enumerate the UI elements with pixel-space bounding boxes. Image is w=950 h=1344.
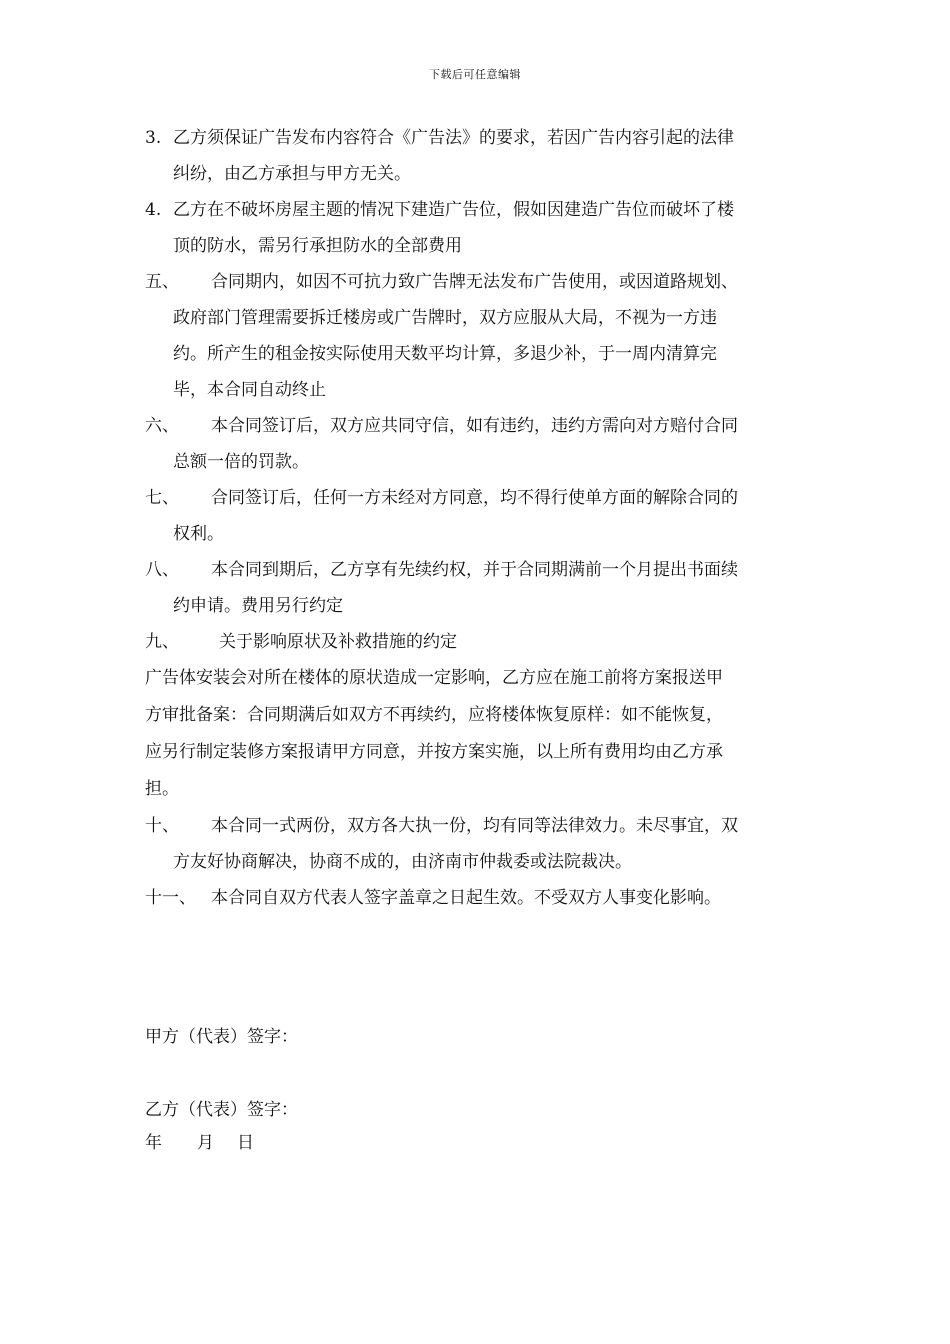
clause-text: 本合同自双方代表人签字盖章之日起生效。不受双方人事变化影响。	[211, 888, 721, 908]
clause-text-cont: 约申请。费用另行约定	[173, 596, 343, 616]
clause-text-cont: 政府部门管理需要拆迁楼房或广告牌时，双方应服从大局，不视为一方违	[173, 308, 717, 328]
clause-text: 本合同到期后，乙方享有先续约权，并于合同期满前一个月提出书面续	[211, 560, 738, 580]
clause-seven	[145, 480, 810, 552]
clause-ten	[145, 808, 810, 880]
clause-number: 八、	[145, 560, 179, 580]
page-header: 下载后可任意编辑	[429, 68, 521, 81]
party-b-signature-label: 乙方（代表）签字：	[145, 1100, 298, 1120]
clause-eight	[145, 552, 810, 624]
paragraph-line: 方审批备案：合同期满后如双方不再续约，应将楼体恢复原样：如不能恢复，	[145, 705, 723, 725]
clause-3	[145, 120, 810, 192]
clause-six	[145, 408, 810, 480]
clause-text: 乙方须保证广告发布内容符合《广告法》的要求，若因广告内容引起的法律	[173, 128, 734, 148]
signature-date	[145, 1128, 254, 1153]
clause-five	[145, 264, 810, 408]
clause-number: 九、	[145, 632, 179, 652]
clause-text-cont: 毕，本合同自动终止	[173, 380, 326, 400]
clause-number: 七、	[145, 488, 179, 508]
clause-text-cont: 总额一倍的罚款。	[173, 452, 309, 472]
clause-number: 4.	[145, 200, 162, 220]
date-year: 年	[145, 1133, 162, 1153]
clause-text-cont: 纠纷，由乙方承担与甲方无关。	[173, 164, 411, 184]
party-a-signature-label: 甲方（代表）签字：	[145, 1027, 298, 1047]
clause-number: 十、	[145, 816, 179, 836]
clause-eleven	[145, 880, 810, 916]
clause-text-cont: 方友好协商解决，协商不成的，由济南市仲裁委或法院裁决。	[173, 852, 632, 872]
clause-number: 十一、	[145, 888, 196, 908]
clause-text: 本合同一式两份，双方各大执一份，均有同等法律效力。未尽事宜，双	[211, 816, 738, 836]
clause-number: 五、	[145, 272, 179, 292]
clause-nine-paragraph	[145, 660, 810, 808]
date-day: 日	[237, 1133, 254, 1153]
clause-4	[145, 192, 810, 264]
clause-text: 乙方在不破坏房屋主题的情况下建造广告位，假如因建造广告位而破坏了楼	[173, 200, 734, 220]
clause-nine	[145, 624, 810, 660]
clause-text-cont: 约。所产生的租金按实际使用天数平均计算，多退少补，于一周内清算完	[173, 344, 717, 364]
clause-text-cont: 权利。	[173, 524, 224, 544]
clause-text-cont: 顶的防水，需另行承担防水的全部费用	[173, 236, 462, 256]
date-month: 月	[197, 1133, 214, 1153]
clause-text: 合同签订后，任何一方未经对方同意，均不得行使单方面的解除合同的	[211, 488, 738, 508]
contract-body	[145, 120, 810, 916]
paragraph-line: 应另行制定装修方案报请甲方同意，并按方案实施，以上所有费用均由乙方承	[145, 742, 723, 762]
clause-text: 合同期内，如因不可抗力致广告牌无法发布广告使用，或因道路规划、	[211, 272, 738, 292]
paragraph-line: 广告体安装会对所在楼体的原状造成一定影响，乙方应在施工前将方案报送甲	[145, 668, 723, 688]
clause-number: 3.	[145, 128, 162, 148]
clause-number: 六、	[145, 416, 179, 436]
paragraph-line: 担。	[145, 779, 179, 799]
clause-text: 本合同签订后，双方应共同守信，如有违约，违约方需向对方赔付合同	[211, 416, 738, 436]
clause-text: 关于影响原状及补救措施的约定	[219, 632, 457, 652]
